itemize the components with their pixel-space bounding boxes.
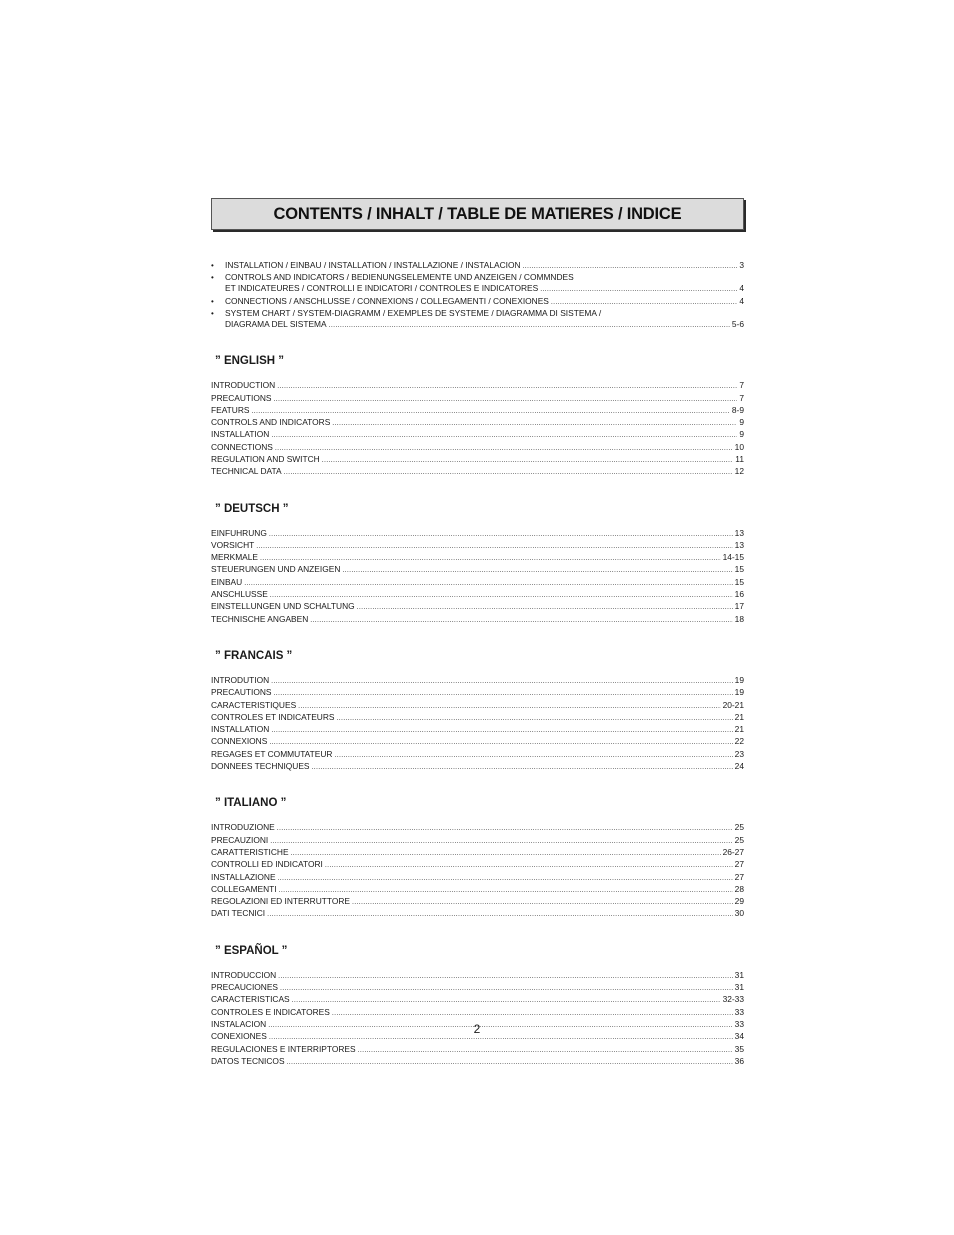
entry-label: INTRODUCCION [211, 969, 277, 980]
toc-entry [211, 994, 744, 1006]
dot-leader [275, 443, 733, 454]
toc-entry [211, 724, 744, 736]
entry-label: CONTROLLI ED INDICATORI [211, 859, 323, 870]
entry-label: PRECAUCIONES [211, 982, 279, 993]
dot-leader [358, 1045, 733, 1056]
dot-leader [523, 261, 738, 272]
dot-leader [287, 1057, 733, 1068]
entry-label: REGAGES ET COMMUTATEUR [211, 748, 333, 759]
toc-entry [211, 601, 744, 613]
entry-page-number: 14-15 [722, 552, 744, 563]
entry-page-number: 11 [735, 454, 744, 464]
dot-leader [342, 565, 732, 576]
entry-page-number: 21 [734, 711, 744, 722]
dot-leader [274, 394, 738, 405]
toc-entry [211, 417, 744, 429]
entry-page-number: 12 [734, 466, 744, 477]
index-line [225, 283, 744, 295]
section-heading: ” ITALIANO ” [215, 797, 287, 810]
dot-leader [280, 983, 733, 994]
contents-title-box [211, 198, 744, 230]
entry-label: COLLEGAMENTI [211, 883, 277, 894]
dot-leader [284, 467, 733, 478]
entry-label: EINBAU [211, 576, 243, 587]
toc-entry [211, 405, 744, 417]
language-section [211, 797, 744, 920]
bullet-icon: • [211, 296, 214, 306]
toc-entry [211, 429, 744, 441]
toc-entry [211, 859, 744, 871]
entry-page-number: 18 [734, 613, 744, 624]
section-heading: ” DEUTSCH ” [215, 502, 289, 515]
entry-page-number: 13 [734, 527, 744, 538]
language-section [211, 355, 744, 478]
toc-entry [211, 736, 744, 748]
entry-page-number: 5-6 [731, 319, 744, 330]
page-title: CONTENTS / INHALT / TABLE DE MATIERES / INDICE [273, 204, 682, 223]
entry-page-number: 9 [739, 417, 744, 428]
dot-leader [278, 873, 733, 884]
entry-label: CONNECTIONS [211, 441, 273, 452]
toc-entry [211, 552, 744, 564]
entry-label: INSTALLAZIONE [211, 871, 276, 882]
entry-page-number: 7 [739, 380, 744, 391]
entry-page-number: 29 [734, 896, 744, 907]
entry-label: DIAGRAMA DEL SISTEMA [225, 319, 327, 330]
dot-leader [322, 455, 734, 466]
toc-entry [211, 822, 744, 834]
toc-entry [211, 835, 744, 847]
dot-leader [310, 615, 732, 626]
dot-leader [540, 284, 737, 295]
toc-entry [211, 466, 744, 478]
entry-label: INSTALLATION / EINBAU / INSTALLATION / INSTALLAZIONE / INSTALACION [225, 260, 521, 270]
dot-leader [325, 860, 733, 871]
entry-label: INSTALACION [211, 1018, 267, 1029]
entry-page-number: 34 [734, 1031, 744, 1042]
entry-label: CONNEXIONS [211, 736, 268, 747]
toc-entry [211, 528, 744, 540]
dot-leader [260, 553, 721, 564]
toc-entry [211, 675, 744, 687]
entry-label: STEUERUNGEN UND ANZEIGEN [211, 564, 341, 575]
toc-entry [211, 908, 744, 920]
index-line [225, 272, 744, 283]
dot-leader [329, 320, 730, 331]
dot-leader [352, 897, 733, 908]
dot-leader [277, 823, 733, 834]
toc-entry [211, 380, 744, 392]
entry-label: TECHNICAL DATA [211, 466, 282, 477]
entry-page-number: 15 [734, 576, 744, 587]
toc-entry [211, 872, 744, 884]
entry-page-number: 24 [734, 761, 744, 772]
entry-page-number: 30 [734, 908, 744, 919]
entry-page-number: 36 [734, 1055, 744, 1066]
dot-leader [336, 713, 732, 724]
toc-entry [211, 577, 744, 589]
entry-label: MERKMALE [211, 552, 259, 563]
entry-page-number: 16 [734, 589, 744, 600]
toc-entry [211, 614, 744, 626]
entry-label: REGOLAZIONI ED INTERRUTTORE [211, 896, 350, 907]
entry-label: INTRODUCTION [211, 380, 276, 391]
entry-label: PRECAUTIONS [211, 687, 272, 698]
toc-entry [211, 712, 744, 724]
entry-page-number: 15 [734, 564, 744, 575]
dot-leader [298, 701, 720, 712]
entry-page-number: 32-33 [722, 994, 744, 1005]
entry-page-number: 33 [734, 1018, 744, 1029]
entry-label: SYSTEM CHART / SYSTEM-DIAGRAMM / EXEMPLES DE SYSTEME / DIAGRAMMA DI SISTEMA / [225, 307, 602, 318]
entry-page-number: 4 [739, 295, 744, 306]
dot-leader [251, 406, 729, 417]
entry-label: REGULACIONES E INTERRIPTORES [211, 1043, 356, 1054]
entry-page-number: 19 [734, 687, 744, 698]
entry-page-number: 27 [734, 859, 744, 870]
entry-page-number: 26-27 [722, 846, 744, 857]
entry-label: EINFUHRUNG [211, 527, 267, 538]
dot-leader [277, 381, 737, 392]
dot-leader [271, 725, 732, 736]
toc-entry [211, 982, 744, 994]
toc-entry [211, 1044, 744, 1056]
toc-entry [211, 970, 744, 982]
toc-entry [211, 749, 744, 761]
multilingual-index [211, 260, 744, 331]
entry-label: DATOS TECNICOS [211, 1055, 285, 1066]
dot-leader [332, 1008, 733, 1019]
index-list-item [211, 260, 744, 272]
index-list-item [211, 272, 744, 295]
entry-label: EINSTELLUNGEN UND SCHALTUNG [211, 601, 355, 612]
entry-page-number: 9 [739, 429, 744, 440]
bullet-icon: • [211, 273, 214, 283]
index-line [225, 308, 744, 319]
entry-page-number: 25 [734, 822, 744, 833]
entry-page-number: 22 [734, 736, 744, 747]
dot-leader [291, 848, 721, 859]
dot-leader [269, 529, 733, 540]
toc-entry [211, 1056, 744, 1068]
entry-page-number: 19 [734, 674, 744, 685]
entry-label: ET INDICATEURES / CONTROLLI E INDICATORI / CONTROLES E INDICATORES [225, 283, 539, 294]
page-number: 2 [473, 1022, 481, 1036]
entry-label: REGULATION AND SWITCH [211, 454, 320, 464]
toc-entry [211, 454, 744, 466]
dot-leader [256, 541, 732, 552]
toc-entry [211, 564, 744, 576]
entry-page-number: 25 [734, 834, 744, 845]
entry-page-number: 28 [734, 883, 744, 894]
dot-leader [551, 297, 737, 308]
entry-label: CONTROLS AND INDICATORS / BEDIENUNGSELEMENTE UND ANZEIGEN / COMMNDES [225, 272, 574, 283]
toc-entry [211, 896, 744, 908]
dot-leader [269, 737, 732, 748]
section-heading: ” ESPAÑOL ” [215, 944, 288, 957]
index-line [225, 296, 744, 308]
toc-entry [211, 700, 744, 712]
entry-page-number: 8-9 [731, 404, 744, 415]
toc-entry [211, 1007, 744, 1019]
language-section [211, 945, 744, 1068]
entry-label: INTRODUZIONE [211, 822, 275, 833]
entry-page-number: 31 [734, 969, 744, 980]
dot-leader [271, 430, 737, 441]
language-sections [211, 355, 744, 1068]
contents-page [211, 198, 744, 1068]
entry-label: ANSCHLUSSE [211, 589, 268, 600]
index-line [225, 260, 744, 272]
entry-label: FEATURS [211, 404, 250, 415]
dot-leader [334, 750, 732, 761]
entry-page-number: 7 [739, 392, 744, 403]
entry-page-number: 31 [734, 982, 744, 993]
entry-label: PRECAUTIONS [211, 392, 272, 403]
bullet-icon: • [211, 261, 214, 270]
toc-entry [211, 589, 744, 601]
toc-entry [211, 687, 744, 699]
dot-leader [270, 836, 732, 847]
bullet-icon: • [211, 308, 214, 318]
entry-label: DONNEES TECHNIQUES [211, 761, 310, 772]
toc-entry [211, 847, 744, 859]
dot-leader [278, 971, 733, 982]
entry-label: CONEXIONES [211, 1031, 267, 1042]
dot-leader [357, 602, 733, 613]
entry-label: INSTALLATION [211, 429, 270, 440]
entry-page-number: 33 [734, 1006, 744, 1017]
index-line [225, 319, 744, 331]
entry-page-number: 4 [739, 283, 744, 294]
entry-label: CARACTERISTIQUES [211, 699, 297, 710]
entry-label: CONTROLES ET INDICATEURS [211, 711, 335, 722]
index-list-item [211, 296, 744, 308]
entry-label: DATI TECNICI [211, 908, 266, 919]
section-heading: ” ENGLISH ” [215, 355, 285, 368]
entry-label: CONTROLES E INDICATORES [211, 1006, 330, 1017]
section-heading: ” FRANCAIS ” [215, 649, 293, 662]
entry-label: PRECAUZIONI [211, 834, 269, 845]
toc-entry [211, 442, 744, 454]
dot-leader [332, 418, 737, 429]
dot-leader [292, 995, 721, 1006]
entry-label: CONNECTIONS / ANSCHLUSSE / CONNEXIONS / COLLEGAMENTI / CONEXIONES [225, 295, 549, 306]
dot-leader [312, 762, 733, 773]
entry-page-number: 21 [734, 724, 744, 735]
dot-leader [244, 578, 732, 589]
dot-leader [274, 688, 733, 699]
language-section [211, 503, 744, 626]
entry-label: INTRODUTION [211, 674, 270, 685]
toc-entry [211, 761, 744, 773]
entry-label: CARACTERISTICAS [211, 994, 290, 1005]
entry-label: CONTROLS AND INDICATORS [211, 417, 331, 428]
entry-page-number: 27 [734, 871, 744, 882]
index-list-item [211, 308, 744, 331]
entry-page-number: 35 [734, 1043, 744, 1054]
dot-leader [267, 909, 733, 920]
entry-page-number: 3 [739, 260, 744, 270]
dot-leader [270, 590, 733, 601]
dot-leader [271, 676, 733, 687]
entry-page-number: 17 [734, 601, 744, 612]
dot-leader [279, 885, 733, 896]
entry-label: VORSICHT [211, 539, 255, 550]
language-section [211, 650, 744, 773]
toc-entry [211, 393, 744, 405]
entry-label: CARATTERISTICHE [211, 846, 289, 857]
toc-entry [211, 884, 744, 896]
entry-label: INSTALLATION [211, 724, 270, 735]
entry-page-number: 20-21 [722, 699, 744, 710]
toc-entry [211, 540, 744, 552]
entry-page-number: 23 [734, 748, 744, 759]
entry-label: TECHNISCHE ANGABEN [211, 613, 309, 624]
entry-page-number: 13 [734, 539, 744, 550]
entry-page-number: 10 [734, 441, 744, 452]
